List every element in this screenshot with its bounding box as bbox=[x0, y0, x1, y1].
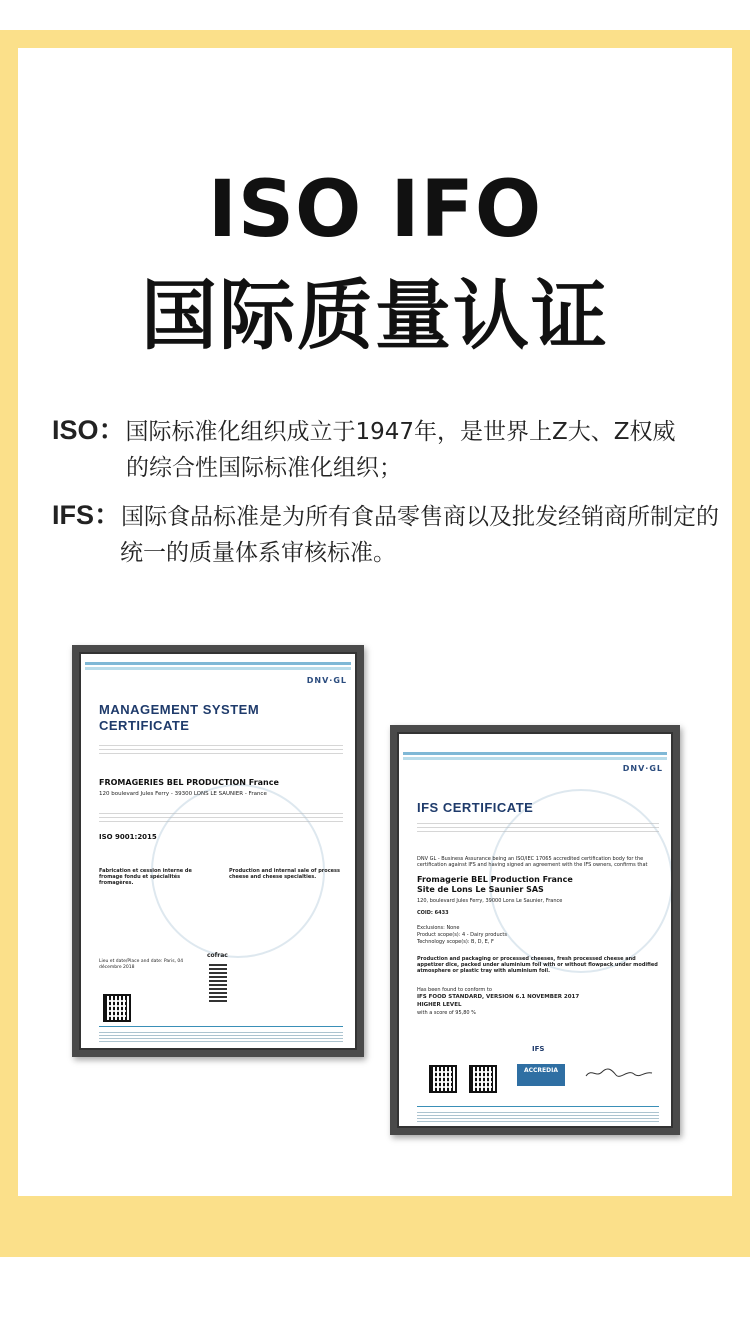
fine-print bbox=[99, 812, 343, 822]
iso-description bbox=[52, 412, 722, 486]
ifs-logo: IFS bbox=[532, 1045, 545, 1053]
dnv-gl-logo: DNV·GL bbox=[306, 676, 347, 685]
certificate-title bbox=[99, 702, 259, 734]
iso-label: ISO： bbox=[52, 415, 126, 445]
top-stripe bbox=[85, 662, 351, 665]
footer-rule bbox=[99, 1026, 343, 1027]
ifs-label: IFS： bbox=[52, 500, 122, 530]
certificate-title-line2: CERTIFICATE bbox=[99, 718, 190, 733]
page-title-en: ISO IFO bbox=[207, 165, 543, 255]
certificate-title: IFS CERTIFICATE bbox=[417, 800, 534, 815]
footer-fine-print bbox=[99, 1032, 343, 1042]
intro-text: DNV GL - Business Assurance being an ISO/IEC 17065 accredited certification body for the certification against IFS and having signed an agreement with the IFS owners, confirms that bbox=[417, 856, 648, 868]
ifs-score: with a score of 95,80 % bbox=[417, 1010, 476, 1016]
exclusions: Exclusions: None bbox=[417, 925, 460, 931]
iso-text-line1: 国际标准化组织成立于1947年，是世界上Z大、Z权威 bbox=[125, 419, 676, 445]
coid: COID: 6433 bbox=[417, 910, 449, 916]
product-scope: Product scope(s): 4 - Dairy products bbox=[417, 932, 507, 938]
scope-fr: Fabrication et cession interne de fromage fondu et spécialités fromagères. bbox=[99, 868, 192, 886]
signature-image bbox=[584, 1066, 654, 1080]
ifs-standard: IFS FOOD STANDARD, VERSION 6.1 NOVEMBER 2017 bbox=[417, 994, 580, 1000]
top-stripe bbox=[403, 757, 667, 760]
cofrac-mark bbox=[209, 962, 227, 1002]
technology-scope: Technology scope(s): B, D, E, F bbox=[417, 939, 494, 945]
qr-code bbox=[431, 1067, 455, 1091]
place-date: Lieu et date/Place and date: Paris, 04 décembre 2018 bbox=[99, 959, 184, 970]
accredia-logo: ACCREDIA bbox=[517, 1064, 565, 1086]
company-address: 120 boulevard Jules Ferry - 39300 LONS LE SAUNIER - France bbox=[99, 791, 267, 797]
fine-print bbox=[417, 822, 659, 832]
company-name: FROMAGERIES BEL PRODUCTION France bbox=[99, 778, 279, 787]
cofrac-logo: cofrac bbox=[207, 952, 228, 959]
certificate-paper bbox=[79, 652, 357, 1050]
company-name-line1: Fromagerie BEL Production France bbox=[417, 875, 573, 884]
ifs-level: HIGHER LEVEL bbox=[417, 1002, 462, 1008]
conform-text: Has been found to conform to bbox=[417, 987, 492, 993]
top-stripe bbox=[403, 752, 667, 755]
footer-fine-print bbox=[417, 1112, 659, 1122]
scope-en: Production and internal sale of process cheese and cheese specialties. bbox=[229, 868, 341, 880]
fine-print bbox=[99, 742, 343, 754]
qr-code bbox=[471, 1067, 495, 1091]
iso-standard: ISO 9001:2015 bbox=[99, 833, 157, 841]
ifs-certificate bbox=[390, 725, 680, 1135]
iso-text-line2: 的综合性国际标准化组织； bbox=[126, 455, 402, 481]
certificate-title-line1: MANAGEMENT SYSTEM bbox=[99, 702, 260, 717]
ifs-text-line2: 统一的质量体系审核标准。 bbox=[120, 540, 396, 566]
ifs-text-line1: 国际食品标准是为所有食品零售商以及批发经销商所制定的 bbox=[121, 504, 720, 530]
management-system-certificate bbox=[72, 645, 364, 1057]
dnv-gl-logo: DNV·GL bbox=[622, 764, 663, 773]
company-address: 120, boulevard Jules Ferry, 39000 Lons Le Saunier, France bbox=[417, 898, 563, 904]
certificate-paper bbox=[397, 732, 673, 1128]
top-stripe bbox=[85, 667, 351, 670]
company-name-line2: Site de Lons Le Saunier SAS bbox=[417, 885, 544, 894]
ifs-description bbox=[52, 497, 722, 571]
page-title-zh: 国际质量认证 bbox=[141, 271, 609, 360]
scope-text: Production and packaging or processed cheeses, fresh processed cheese and appetizer dice, packed under aluminium foil with or without flowpack under modified atmosphere or plastic tray with aluminium foil. bbox=[417, 956, 658, 974]
footer-rule bbox=[417, 1106, 659, 1107]
qr-code bbox=[105, 996, 129, 1020]
